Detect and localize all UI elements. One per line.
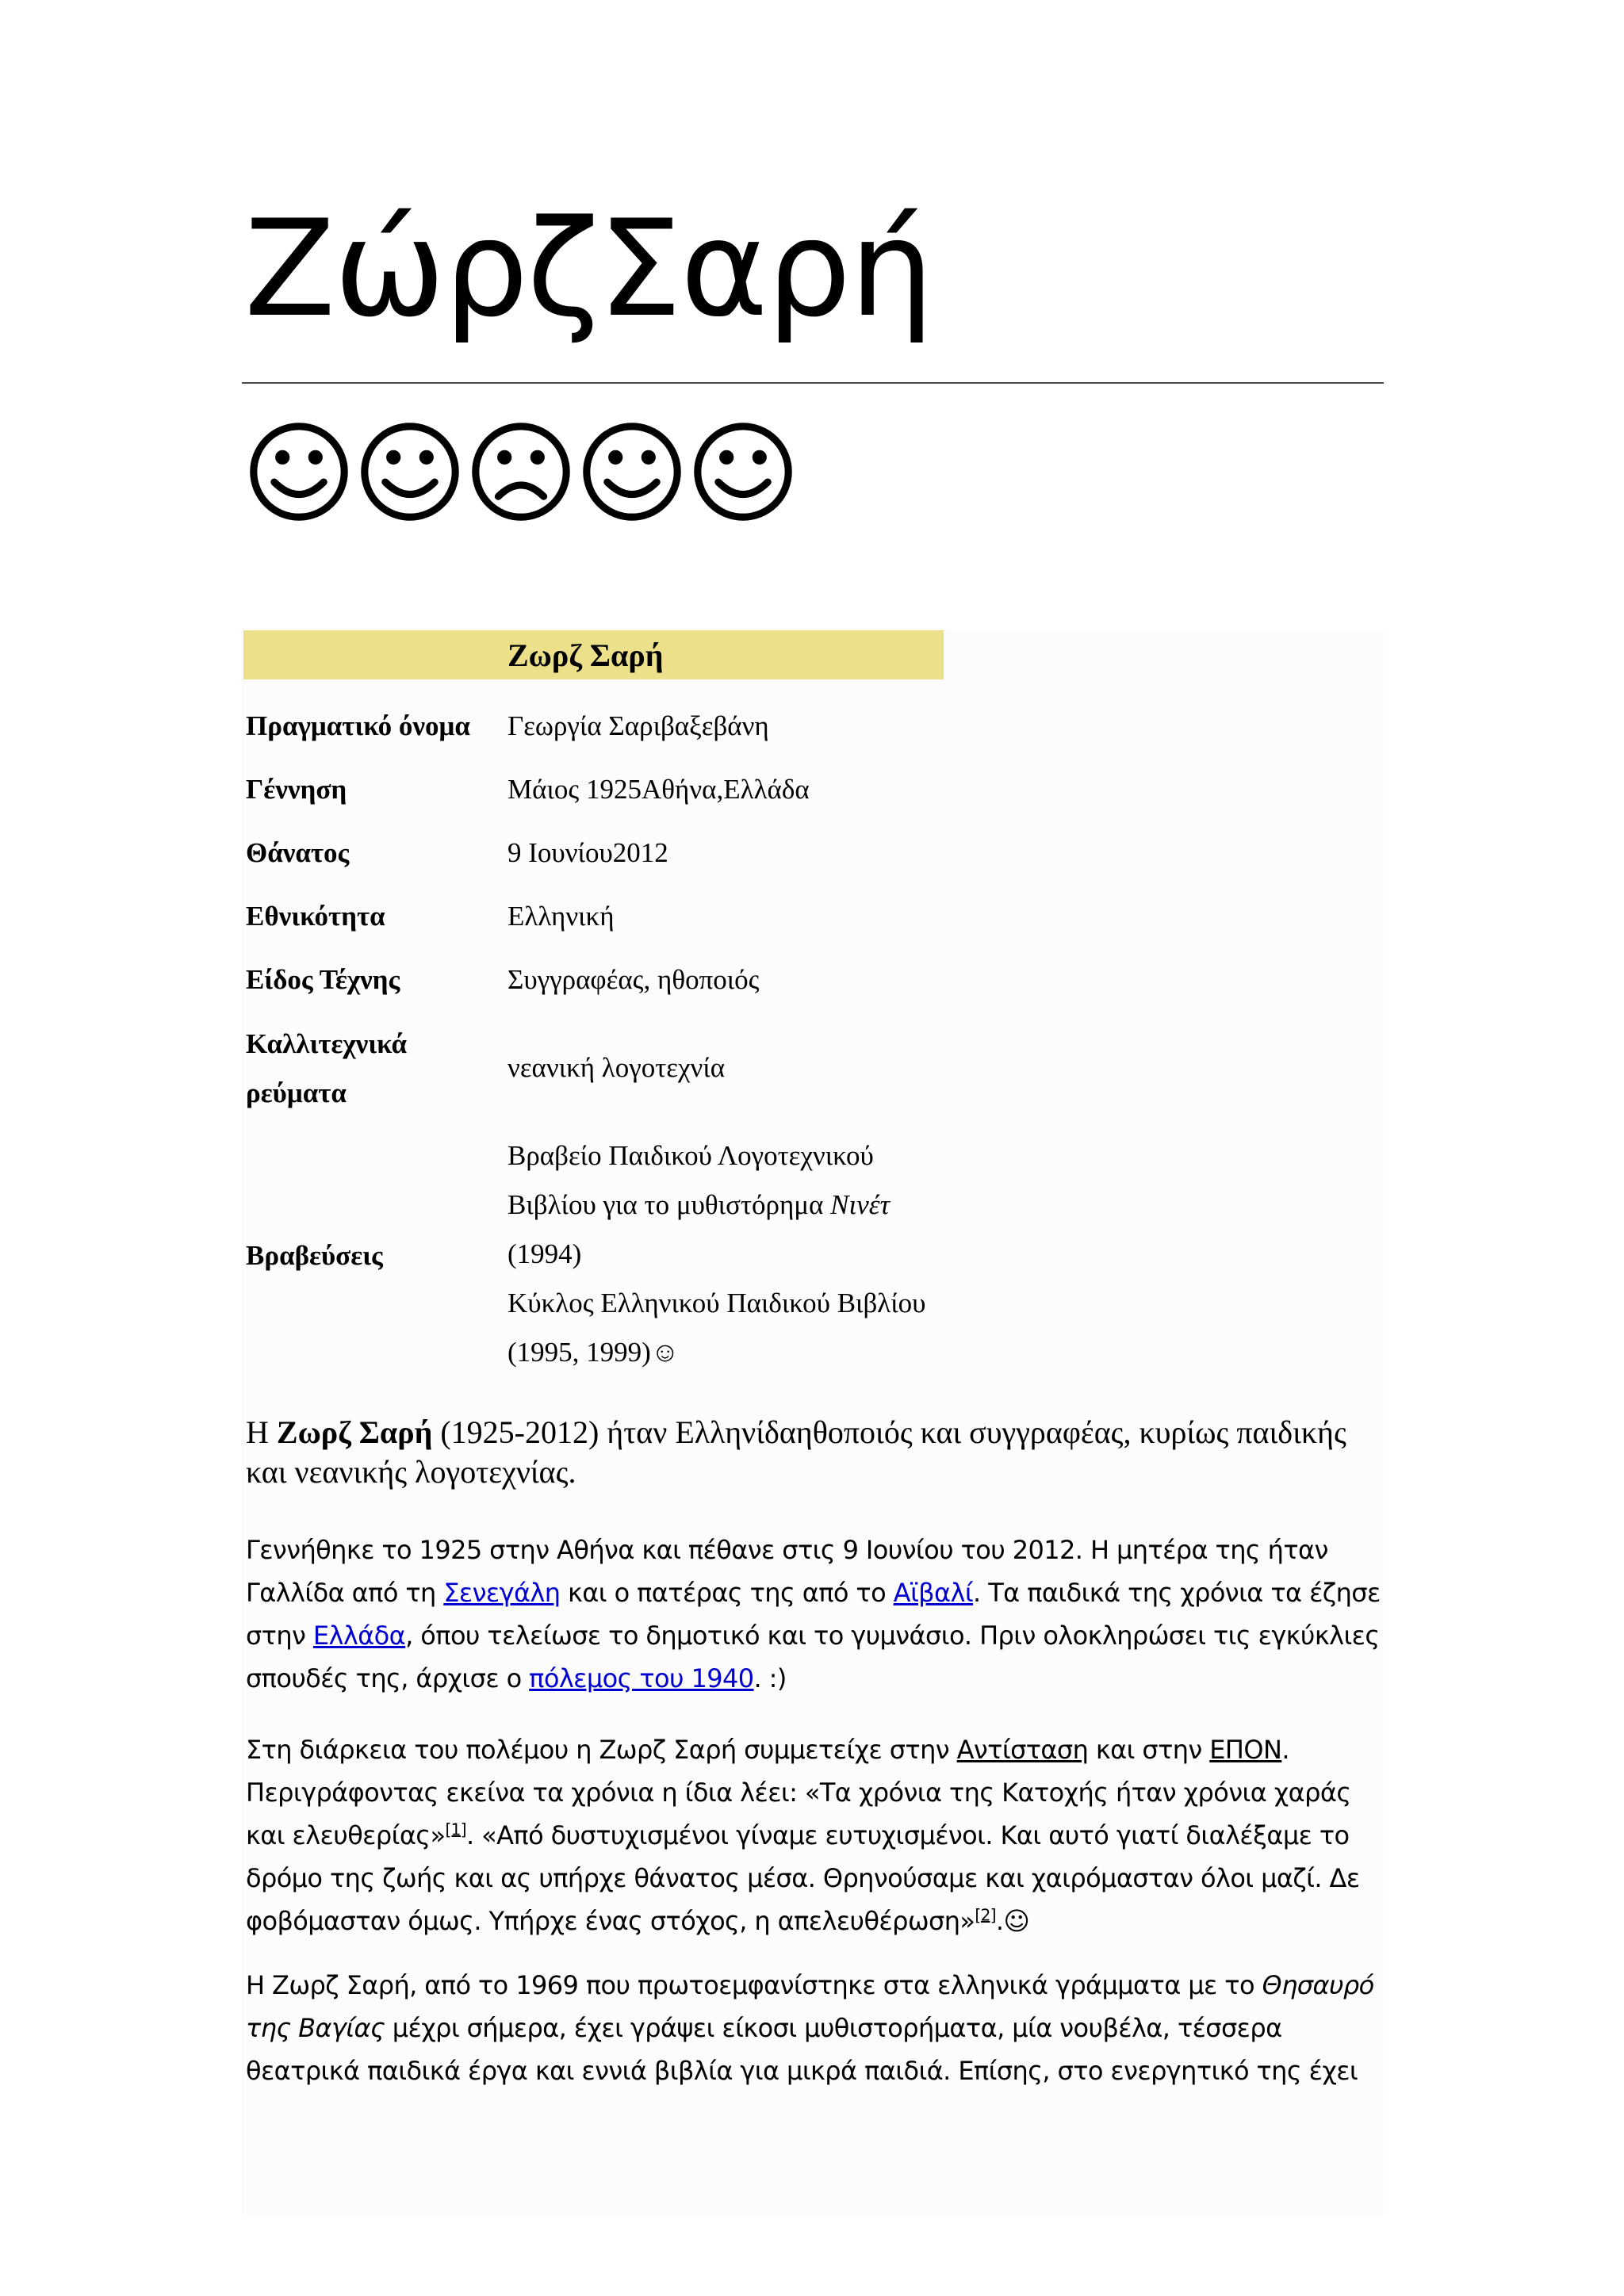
infobox-value-art-type: Συγγραφέας, ηθοποιός (508, 964, 760, 995)
infobox-value-real-name: Γεωργία Σαριβαξεβάνη (508, 710, 769, 741)
smiley-icon: ☺ (650, 1337, 680, 1368)
biography-paragraph-1: Γεννήθηκε το 1925 στην Αθήνα και πέθανε στις 9 Ιουνίου του 2012. Η μητέρα της ήταν Γαλλίδα από τη Σενεγάλη και ο πατέρας της από το Αϊβαλί. Τα παιδικά της χρόνια τα έζησε στην Ελλάδα, όπου τελείωσε το δημοτικό και το γυμνάσιο. Πριν ολοκληρώσει τις εγκύκλιες σπουδές της, άρχισε ο πόλεμος του 1940. :) (246, 1535, 1381, 1693)
infobox-value-death: 9 Ιουνίου2012 (508, 837, 668, 868)
infobox-value-birth: Μάιος 1925Αθήνα,Ελλάδα (508, 774, 810, 805)
link-resistance[interactable]: Αντίσταση (956, 1735, 1089, 1765)
citation-2[interactable]: [2] (975, 1905, 996, 1925)
award-line: Βιβλίου για το μυθιστόρημα Νινέτ (508, 1189, 891, 1220)
infobox-value-awards (508, 1131, 952, 1377)
lead-paragraph: Η Ζωρζ Σαρή (1925-2012) ήταν Ελληνίδαηθοποιός και συγγραφέας, κυρίως παιδικής και νεανικής λογοτεχνίας. (246, 1414, 1346, 1490)
award-line: (1994) (508, 1238, 582, 1269)
link-epon[interactable]: ΕΠΟΝ (1209, 1735, 1282, 1765)
smiley-icon: ☺ (1003, 1906, 1030, 1936)
infobox-label-birth: Γέννηση (246, 774, 347, 805)
smiley-face-icon (358, 420, 462, 523)
emoticon-row (247, 420, 795, 523)
infobox-label-art-type: Είδος Τέχνης (246, 964, 400, 995)
infobox-label-awards: Βραβεύσεις (246, 1240, 383, 1271)
title-divider (242, 382, 1384, 384)
infobox-value-nationality: Ελληνική (508, 901, 615, 932)
citation-1[interactable]: [1] (445, 1820, 467, 1839)
infobox-label-movements (246, 1020, 407, 1118)
infobox-label-movements-line1: Καλλιτεχνικά (246, 1028, 408, 1059)
link-ayvalik[interactable]: Αϊβαλί (893, 1578, 974, 1608)
infobox-label-movements-line2: ρεύματα (246, 1077, 347, 1108)
link-senegal[interactable]: Σενεγάλη (443, 1578, 561, 1608)
infobox-label-death: Θάνατος (246, 837, 350, 868)
award-line: Βραβείο Παιδικού Λογοτεχνικού (508, 1140, 874, 1171)
award-line: Κύκλος Ελληνικού Παιδικού Βιβλίου (508, 1288, 926, 1318)
book-title-ninet: Νινέτ (830, 1189, 891, 1220)
infobox-value-movements: νεανική λογοτεχνία (508, 1052, 726, 1083)
document-title: ΖώρζΣαρή (244, 191, 933, 346)
frowning-face-icon (469, 420, 573, 523)
biography-paragraph-3: Η Ζωρζ Σαρή, από το 1969 που πρωτοεμφανίστηκε στα ελληνικά γράμματα με το Θησαυρό της Βαγίας μέχρι σήμερα, έχει γράψει είκοσι μυθιστορήματα, μία νουβέλα, τέσσερα θεατρικά παιδικά έργα και εννιά βιβλία για μικρά παιδιά. Επίσης, στο ενεργητικό της έχει (246, 1970, 1374, 2086)
biography-paragraph-2: Στη διάρκεια του πολέμου η Ζωρζ Σαρή συμμετείχε στην Αντίσταση και στην ΕΠΟΝ. Περιγράφοντας εκείνα τα χρόνια η ίδια λέει: «Τα χρόνια της Κατοχής ήταν χρόνια χαράς και ελευθερίας»[1]. «Από δυστυχισμένοι γίναμε ευτυχισμένοι. Και αυτό γιατί διαλέξαμε το δρόμο της ζωής και ας υπήρχε θάνατος μέσα. Θρηνούσαμε και χαιρόμασταν όλοι μαζί. Δε φοβόμασταν όμως. Υπήρχε ένας στόχος, η απελευθέρωση»[2].☺ (246, 1735, 1360, 1936)
smiley-face-icon (580, 420, 684, 523)
lead-subject-name: Ζωρζ Σαρή (276, 1414, 433, 1450)
link-greece[interactable]: Ελλάδα (312, 1621, 406, 1651)
award-line: (1995, 1999)☺ (508, 1337, 680, 1368)
smiley-face-icon (691, 420, 795, 523)
link-war-1940[interactable]: πόλεμος του 1940 (529, 1663, 754, 1693)
smiley-face-icon (247, 420, 350, 523)
infobox-label-real-name: Πραγματικό όνομα (246, 710, 470, 741)
book-title-vagia: Θησαυρό της Βαγίας (246, 1970, 1374, 2043)
infobox-title: Ζωρζ Σαρή (508, 637, 664, 673)
infobox-label-nationality: Εθνικότητα (246, 901, 385, 932)
